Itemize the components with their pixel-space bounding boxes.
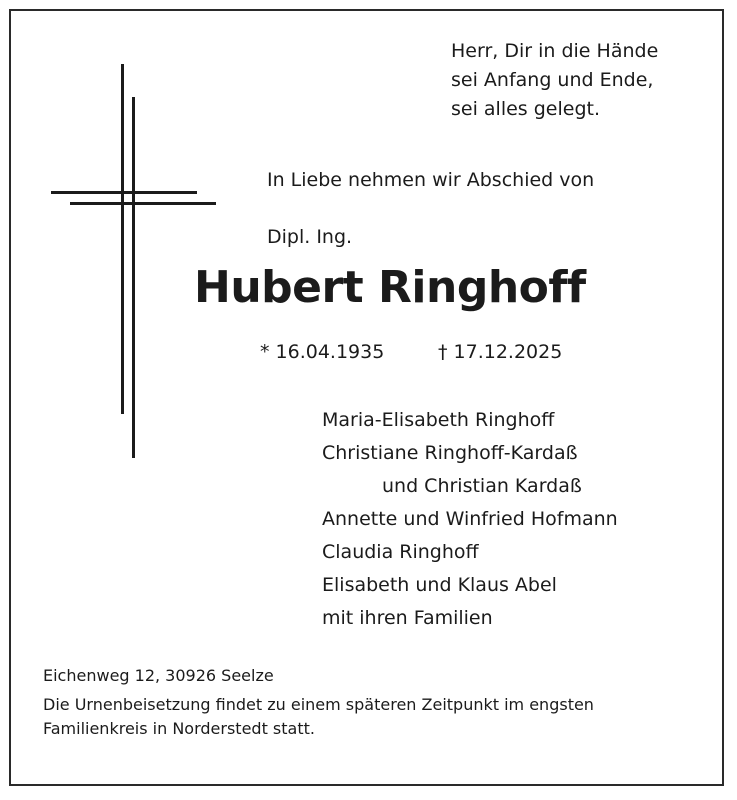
mourner-item: Claudia Ringhoff xyxy=(322,541,479,563)
intro-text: In Liebe nehmen wir Abschied von xyxy=(267,169,595,191)
mourners-list xyxy=(322,404,618,635)
mourner-item: Christiane Ringhoff-Kardaß xyxy=(322,442,578,464)
mourner-item: und Christian Kardaß xyxy=(382,475,582,497)
cross-horizontal-bottom xyxy=(70,202,216,205)
cross-vertical-right xyxy=(132,97,135,458)
notice-line: Die Urnenbeisetzung findet zu einem späteren Zeitpunkt im engsten xyxy=(43,695,594,714)
deceased-name: Hubert Ringhoff xyxy=(194,262,586,313)
address: Eichenweg 12, 30926 Seelze xyxy=(43,666,274,685)
verse xyxy=(451,37,658,124)
verse-line: Herr, Dir in die Hände xyxy=(451,40,659,62)
death-date: † 17.12.2025 xyxy=(438,341,563,363)
funeral-notice xyxy=(43,693,594,741)
mourner-item: mit ihren Familien xyxy=(322,607,493,629)
verse-line: sei alles gelegt. xyxy=(451,98,601,120)
cross-horizontal-top xyxy=(51,191,197,194)
academic-title: Dipl. Ing. xyxy=(267,226,353,248)
cross-vertical-left xyxy=(121,64,124,414)
notice-line: Familienkreis in Norderstedt statt. xyxy=(43,719,315,738)
birth-date: * 16.04.1935 xyxy=(260,341,385,363)
verse-line: sei Anfang und Ende, xyxy=(451,69,654,91)
mourner-item: Maria-Elisabeth Ringhoff xyxy=(322,409,555,431)
mourner-item: Annette und Winfried Hofmann xyxy=(322,508,618,530)
mourner-item: Elisabeth und Klaus Abel xyxy=(322,574,557,596)
